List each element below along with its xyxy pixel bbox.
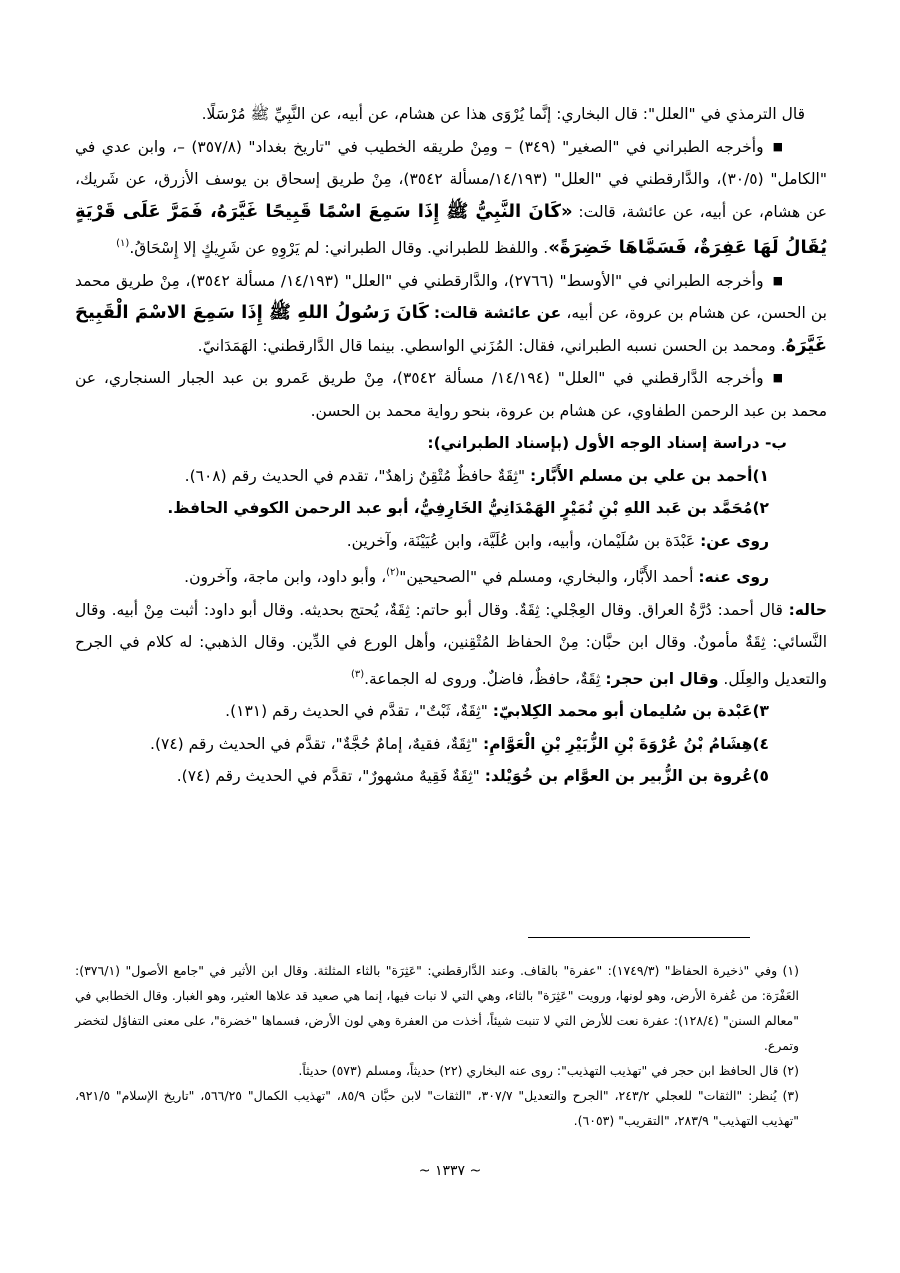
paragraph-tirmidhi: قال الترمذي في "العلل": قال البخاري: إنَّما يُرْوَى هذا عن هشام، عن أبيه، عن النَّبِيِّ ﷺ مُرْسَلًا. xyxy=(201,105,805,123)
footnote-3: (٣) يُنظر: "الثقات" للعجلي ٢٤٣/٢، "الجرح والتعديل" ٣٠٧/٧، "الثقات" لابن حبَّان ٨٥/٩، "تهذيب الكمال" ٥٦٦/٢٥، "تاريخ الإسلام" ٩٢١/٥، "تهذيب التهذيب" ٢٨٣/٩، "التقريب" (٦٠٥٣). xyxy=(75,1088,799,1128)
narrator-name: هِشَامُ بْنُ عُرْوَةَ بْنِ الزُّبَيْرِ بْنِ الْعَوَّامِ: xyxy=(483,734,753,753)
label: روى عن: xyxy=(700,531,769,550)
footnote-ref-3[interactable]: (٣) xyxy=(350,668,365,680)
narrator-name: عَبْدة بن سُليمان أبو محمد الكِلابيّ: xyxy=(492,702,753,720)
narrator-3: ٣)عَبْدة بن سُليمان أبو محمد الكِلابيّ: "ثِقَةٌ، ثَبْتٌ"، تقدَّم في الحديث رقم (١٣١). xyxy=(225,702,769,720)
hadith-quote: «كَانَ النَّبِيُّ ﷺ إِذَا سَمِعَ اسْمًا قَبِيحًا غَيَّرَهُ، فَمَرَّ عَلَى قَرْيَةٍ يُقَالُ لَهَا عَفِرَةٌ، فَسَمَّاهَا خَضِرَةً» xyxy=(75,200,827,258)
footnote-divider xyxy=(528,937,750,938)
footnote-1: (١) وفي "ذخيرة الحفاظ" (١٧٤٩/٣): "عفرة" بالقاف. وعند الدَّارقطني: "عَثِرَة" بالثاء المثلثة. وقال ابن الأثير في "جامع الأصول" (٣٧٦/١): العَفْرَة: من عُفرة الأرض، وهو لونها، ورويت "عَثِرَة" بالثاء، وهي التي لا نبات فيها، إنما هي صعيد قد علاها العثير، وهو الغبار. وقال الخطابي في "معالم السنن" (١٢٨/٤): عفرة نعت للأرض التي لا تنبت شيئاً، أخذت من العفرة وهي لون الأرض، فسماها "خضرة"، على معنى التفاؤل لتخضر وتمرع. xyxy=(75,963,799,1053)
footnote-2: (٢) قال الحافظ ابن حجر في "تهذيب التهذيب": روى عنه البخاري (٢٢) حديثاً، ومسلم (٥٧٣) حديثاً. xyxy=(298,1063,799,1078)
paragraph-takhrij-3: ■وأخرجه الدَّارقطني في "العلل" (١٤/١٩٤/ مسألة ٣٥٤٢)، مِنْ طريق عَمرو بن عبد الجبار السنجاري، عن محمد بن عبد الرحمن الطفاوي، عن هشام بن عروة، بنحو رواية محمد بن الحسن. xyxy=(75,362,827,427)
bullet-square-icon: ■ xyxy=(772,139,783,153)
label: حاله: xyxy=(788,600,827,619)
narrator-name: أحمد بن علي بن مسلم الأَبَّار: xyxy=(530,466,753,485)
narrator-5: ٥)عُروة بن الزُّبير بن العوَّام بن خُوَيْلد: "ثِقَةٌ فَقِيهٌ مشهورٌ"، تقدَّم في الحديث رقم (٧٤). xyxy=(176,767,769,785)
bullet-square-icon: ■ xyxy=(772,273,783,287)
section-heading: ب- دراسة إسناد الوجه الأول (بإسناد الطبراني): xyxy=(427,434,787,452)
footnote-ref-2[interactable]: (٢) xyxy=(386,567,400,578)
narrator-4: ٤)هِشَامُ بْنُ عُرْوَةَ بْنِ الزُّبَيْرِ بْنِ الْعَوَّامِ: "ثِقَةٌ، فقيهٌ، إمامٌ حُجَّةٌ"، تقدَّم في الحديث رقم (٧٤). xyxy=(150,734,769,753)
page-number: ~ ١٣٣٧ ~ xyxy=(418,1163,482,1179)
bullet-square-icon: ■ xyxy=(772,371,783,384)
rawa-an: روى عن: عَبْدَة بن سُلَيْمان، وأبيه، وابن عُلَيَّة، وابن عُيَيْنَة، وآخرين. xyxy=(346,531,769,550)
main-text xyxy=(75,98,827,793)
paragraph-takhrij-1: ■وأخرجه الطبراني في "الصغير" (٣٤٩) – ومِنْ طريقه الخطيب في "تاريخ بغداد" (٣٥٧/٨) –، وابن عدي في "الكامل" (٣٠/٥)، والدَّارقطني في "العلل" (١٤/١٩٣/مسألة ٣٥٤٢)، مِنْ طريق إسحاق بن يوسف الأزرق، عن شَريك، عن هشام، عن أبيه، عن عائشة، قالت: «كَانَ النَّبِيُّ ﷺ إِذَا سَمِعَ اسْمًا قَبِيحًا غَيَّرَهُ، فَمَرَّ عَلَى قَرْيَةٍ يُقَالُ لَهَا عَفِرَةٌ، فَسَمَّاهَا خَضِرَةً». واللفظ للطبراني. وقال الطبراني: لم يَرْوِهِ عن شَرِيكٍ إلا إِسْحَاقُ.$^{(١)}$ xyxy=(75,131,827,265)
rawa-anhu: روى عنه: أحمد الأَبَّار، والبخاري، ومسلم في "الصحيحين"$^{(٢)}$، وأبو داود، وابن ماجة، وآخرون. xyxy=(184,567,769,586)
label: روى عنه: xyxy=(698,568,769,586)
footnote-ref-1[interactable]: (١) xyxy=(116,238,130,249)
footnotes xyxy=(75,958,827,1133)
narrator-2: ٢)مُحَمَّد بن عَبد اللهِ بْنِ نُمَيْرٍ الهَمْدَانِيُّ الخَارِفِيُّ، أبو عبد الرحمن الكوفي الحافظ. xyxy=(167,499,769,517)
haluhu: حاله: قال أحمد: دُرَّةُ العراق. وقال العِجْلي: ثِقَةٌ. وقال أبو حاتم: ثِقَةٌ، يُحتج بحديثه. وقال أبو داود: أثبت مِنْ أبيه. وقال النَّسائي: ثِقَةٌ مأمونٌ. وقال ابن حبَّان: مِنْ الحفاظ المُتْقِنين، وأهل الورع في الدِّين. وقال الذهبي: له كلام في الجرح والتعديل والعِلَل. وقال ابن حجر: ثِقَةٌ، حافظٌ، فاضلٌ. وروى له الجماعة.$^{(٣)}$ xyxy=(75,600,827,688)
hadith-quote: كَانَ رَسُولُ اللهِ ﷺ إِذَا سَمِعَ الاسْمَ الْقَبِيحَ غَيَّرَهُ xyxy=(75,302,827,356)
narrator-ref: عن عائشة قالت: xyxy=(433,304,562,322)
narrator-name: مُحَمَّد بن عَبد اللهِ بْنِ نُمَيْرٍ الهَمْدَانِيُّ الخَارِفِيُّ، أبو عبد الرحمن الكوفي الحافظ. xyxy=(167,499,753,517)
narrator-1: ١)أحمد بن علي بن مسلم الأَبَّار: "ثِقَةٌ حافظٌ مُتْقِنٌ زاهدٌ"، تقدم في الحديث رقم (٦٠٨). xyxy=(184,466,769,485)
paragraph-takhrij-2: ■وأخرجه الطبراني في "الأوسط" (٢٧٦٦)، والدَّارقطني في "العلل" (١٤/١٩٣/ مسألة ٣٥٤٢)، مِنْ طريق محمد بن الحسن، عن هشام بن عروة، عن أبيه، عن عائشة قالت: كَانَ رَسُولُ اللهِ ﷺ إِذَا سَمِعَ الاسْمَ الْقَبِيحَ غَيَّرَهُ. ومحمد بن الحسن نسبه الطبراني، فقال: المُزَني الواسطي. بينما قال الدَّارقطني: الهَمَدَانيّ. xyxy=(75,265,827,363)
narrator-name: عُروة بن الزُّبير بن العوَّام بن خُوَيْلد: xyxy=(484,767,753,785)
